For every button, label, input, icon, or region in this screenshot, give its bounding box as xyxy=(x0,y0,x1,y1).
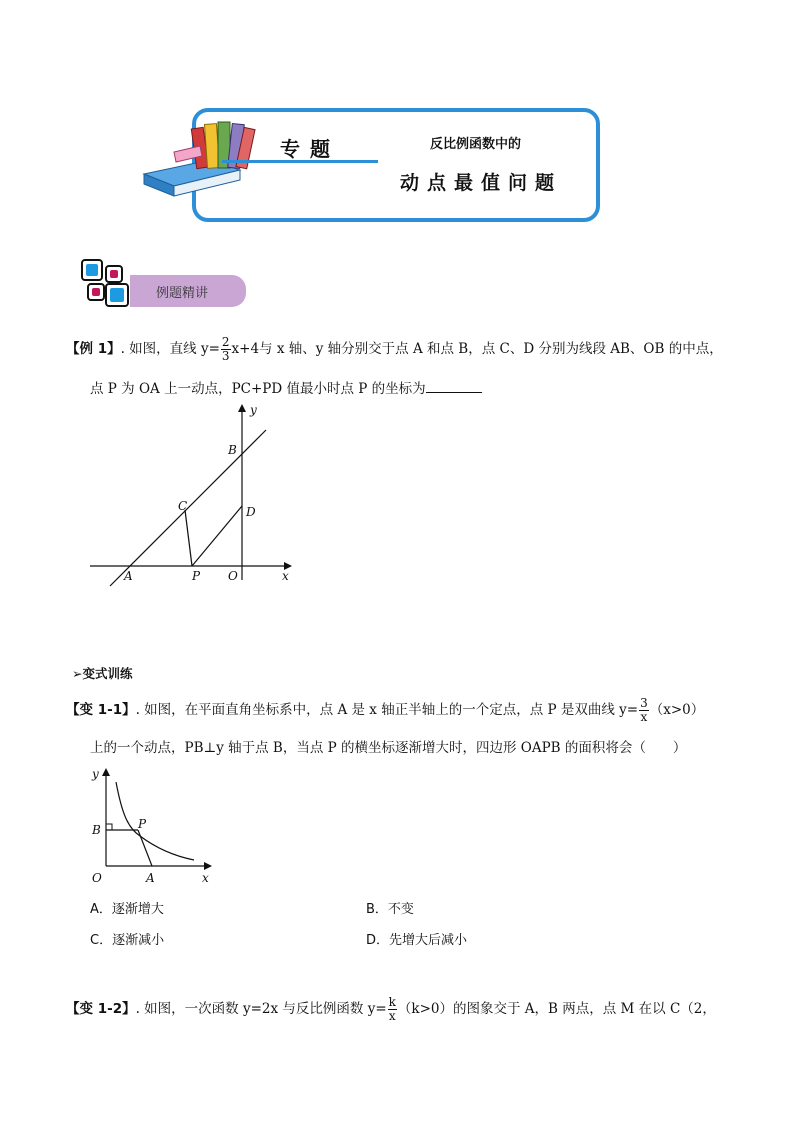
fig1-label-d: D xyxy=(246,505,256,519)
fig1-y-arrow xyxy=(238,404,246,412)
fig1-label-p: P xyxy=(192,569,201,583)
section-grid-icon xyxy=(80,258,132,310)
fig1-label-b: B xyxy=(228,443,237,457)
variant1-text-a: . 如图，在平面直角坐标系中，点 A 是 x 轴正半轴上的一个定点，点 P 是双曲线 y= xyxy=(135,702,639,718)
variant1-tag: 【变 1-1】 xyxy=(66,702,136,718)
banner-zhuanti: 专题 xyxy=(280,137,340,161)
fig2-label-y: y xyxy=(92,767,99,781)
example1-text-a: . 如图，直线 y= xyxy=(120,341,220,357)
fig1-segment-pd xyxy=(192,506,242,566)
fig2-label-x: x xyxy=(202,871,209,885)
variant2-text-a: . 如图，一次函数 y=2x 与反比例函数 y= xyxy=(135,1001,387,1017)
example1-tag: 【例 1】 xyxy=(66,341,121,357)
banner-title: 动点最值问题 xyxy=(400,172,563,194)
example1-fraction xyxy=(221,336,231,363)
banner-subtitle: 反比例函数中的 xyxy=(430,137,522,152)
option-c[interactable]: C．逐渐减小 xyxy=(90,933,165,948)
variant2-text-b: （k>0）的图象交于 A，B 两点，点 M 在以 C（2， xyxy=(397,1001,716,1017)
variant1-fraction xyxy=(639,697,649,724)
variant2-frac-num: k xyxy=(388,995,396,1009)
fig2-hyperbola xyxy=(116,782,194,860)
variant1-line2: 上的一个动点，PB⊥y 轴于点 B，当点 P 的横坐标逐渐增大时，四边形 OAPB 的面积将会（ ） xyxy=(90,740,687,756)
variant1-figure xyxy=(88,762,218,888)
fig2-y-arrow xyxy=(102,768,110,776)
fig2-segment-pa xyxy=(138,830,152,866)
variant1-line1 xyxy=(66,697,704,724)
example1-text-b: x+4与 x 轴、y 轴分别交于点 A 和点 B，点 C、D 分别为线段 AB、OB 的中点， xyxy=(231,341,723,357)
example1-line1 xyxy=(66,336,723,363)
fig1-label-c: C xyxy=(178,499,188,513)
variant1-text-b: （x>0） xyxy=(649,702,705,718)
variant2-fraction xyxy=(388,996,397,1023)
variant2-tag: 【变 1-2】 xyxy=(66,1001,136,1017)
fig1-label-x: x xyxy=(282,569,289,583)
option-b[interactable]: B．不变 xyxy=(366,902,414,917)
answer-blank xyxy=(426,378,482,393)
fig2-label-b: B xyxy=(92,823,101,837)
practice-label: ➢变式训练 xyxy=(72,666,133,681)
fig2-right-angle xyxy=(106,824,112,830)
example1-line2 xyxy=(90,378,482,399)
section-label: 例题精讲 xyxy=(156,286,209,301)
fig1-label-y: y xyxy=(250,403,257,417)
variant1-frac-num: 3 xyxy=(640,696,648,710)
fig1-label-a: A xyxy=(124,569,133,583)
books-illustration xyxy=(140,112,280,202)
example1-line2-text: 点 P 为 OA 上一动点，PC+PD 值最小时点 P 的坐标为 xyxy=(90,381,426,397)
fig1-line-ab xyxy=(110,430,266,586)
fig1-label-o: O xyxy=(228,569,238,583)
fig1-segment-pc xyxy=(185,510,192,566)
option-a[interactable]: A．逐渐增大 xyxy=(90,902,164,917)
fig2-label-p: P xyxy=(138,817,147,831)
option-d[interactable]: D．先增大后减小 xyxy=(366,933,468,948)
example1-frac-num: 2 xyxy=(221,335,230,349)
fig2-x-arrow xyxy=(204,862,212,870)
fig2-label-a: A xyxy=(146,871,155,885)
example1-frac-den: 3 xyxy=(221,349,230,363)
example1-figure xyxy=(88,400,303,595)
variant2-frac-den: x xyxy=(388,1009,396,1023)
fig2-label-o: O xyxy=(92,871,102,885)
variant1-frac-den: x xyxy=(640,710,648,724)
variant2-line1 xyxy=(66,996,716,1023)
